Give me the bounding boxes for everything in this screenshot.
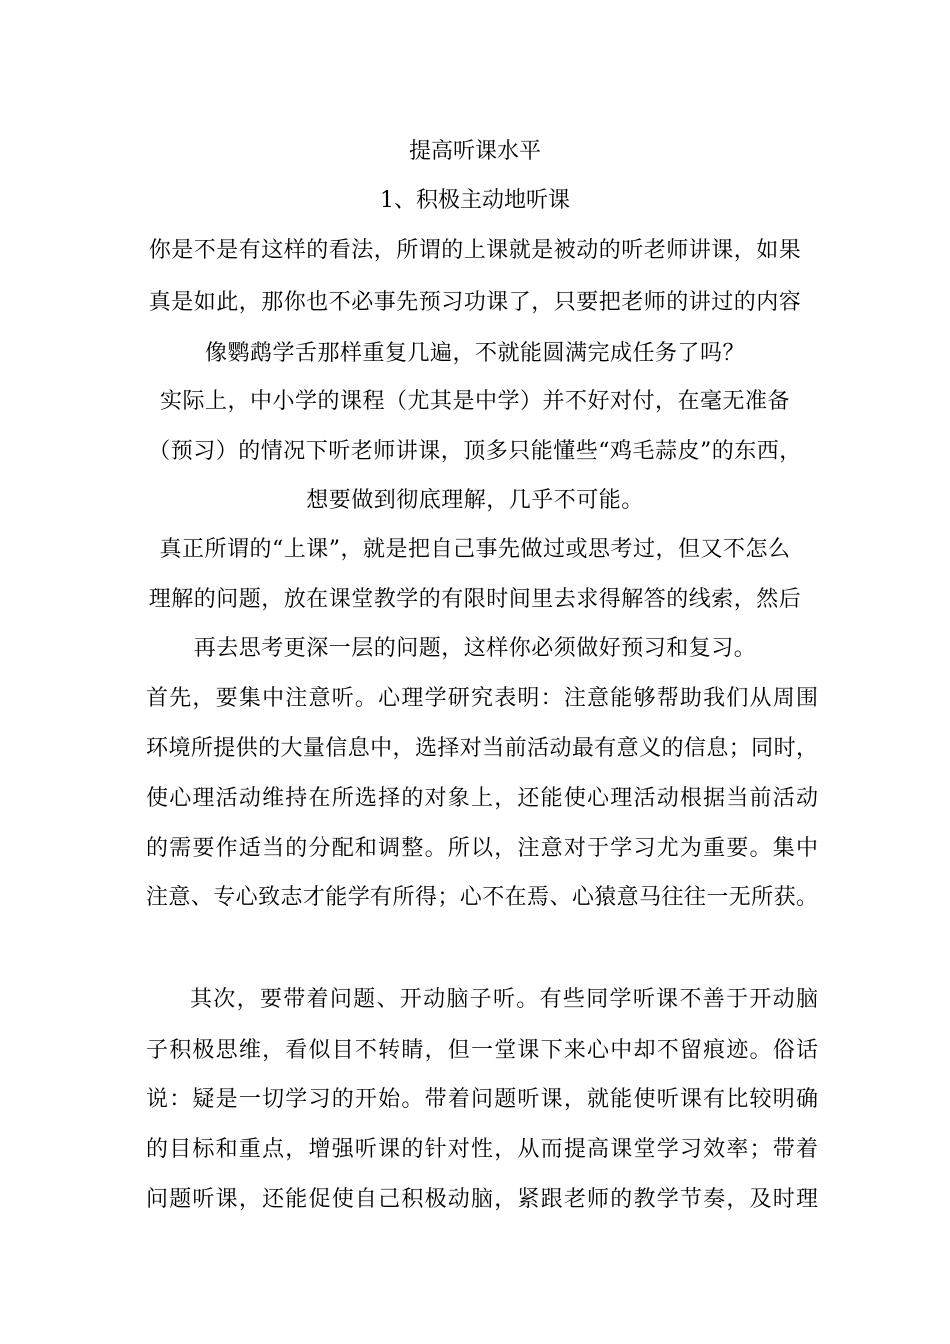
paragraph-5-line-4: 的目标和重点，增强听课的针对性，从而提高课堂学习效率；带着 — [146, 1137, 818, 1162]
paragraph-1-line-1: 你是不是有这样的看法，所谓的上课就是被动的听老师讲课，如果 — [148, 238, 802, 263]
paragraph-5-line-5: 问题听课，还能促使自己积极动脑，紧跟老师的教学节奏，及时理 — [146, 1187, 818, 1212]
paragraph-5-line-2: 子积极思维，看似目不转睛，但一堂课下来心中却不留痕迹。俗话 — [146, 1038, 818, 1063]
section-heading: 1、积极主动地听课 — [380, 188, 570, 213]
paragraph-3-line-3: 再去思考更深一层的问题，这样你必须做好预习和复习。 — [193, 636, 757, 661]
paragraph-4-line-4: 的需要作适当的分配和调整。所以，注意对于学习尤为重要。集中 — [146, 836, 818, 861]
paragraph-3-line-1: 真正所谓的“上课”，就是把自己事先做过或思考过，但又不怎么 — [159, 537, 791, 562]
paragraph-5-line-1: 其次，要带着问题、开动脑子听。有些同学听课不善于开动脑 — [190, 987, 818, 1012]
paragraph-2-line-1: 实际上，中小学的课程（尤其是中学）并不好对付，在毫无准备 — [159, 389, 790, 414]
paragraph-5-line-3: 说：疑是一切学习的开始。带着问题听课，就能使听课有比较明确 — [146, 1087, 818, 1112]
paragraph-1-line-2: 真是如此，那你也不必事先预习功课了，只要把老师的讲过的内容 — [148, 290, 802, 315]
document-title: 提高听课水平 — [408, 139, 541, 164]
paragraph-4-line-2: 环境所提供的大量信息中，选择对当前活动最有意义的信息；同时， — [146, 736, 818, 761]
paragraph-4-line-1: 首先，要集中注意听。心理学研究表明：注意能够帮助我们从周围 — [146, 686, 818, 711]
paragraph-3-line-2: 理解的问题，放在课堂教学的有限时间里去求得解答的线索，然后 — [148, 587, 802, 612]
paragraph-2-line-3: 想要做到彻底理解，几乎不可能。 — [306, 488, 644, 513]
paragraph-1-line-3: 像鹦鹉学舌那样重复几遍，不就能圆满完成任务了吗？ — [204, 341, 745, 366]
paragraph-4-line-5: 注意、专心致志才能学有所得；心不在焉、心猿意马往往一无所获。 — [146, 885, 818, 910]
paragraph-4-line-3: 使心理活动维持在所选择的对象上，还能使心理活动根据当前活动 — [146, 786, 818, 811]
paragraph-2-line-2: （预习）的情况下听老师讲课，顶多只能懂些“鸡毛蒜皮”的东西， — [148, 439, 802, 464]
